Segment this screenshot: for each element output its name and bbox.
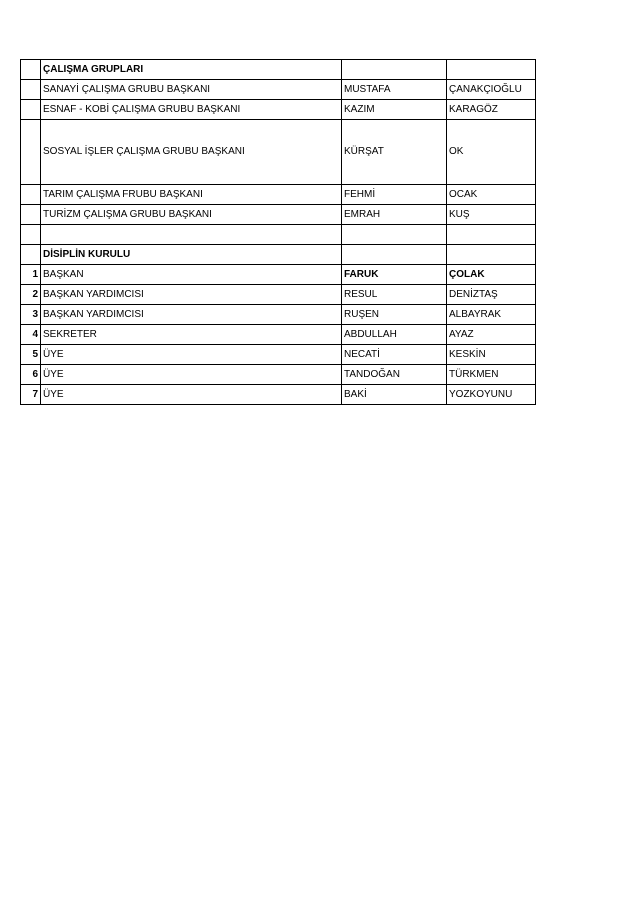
first-name-cell <box>342 245 447 265</box>
num-cell <box>21 80 41 100</box>
row-number: 7 <box>21 385 41 405</box>
last-name-cell: TÜRKMEN <box>447 365 536 385</box>
row-number: 5 <box>21 345 41 365</box>
title-cell: TARIM ÇALIŞMA FRUBU BAŞKANI <box>41 185 342 205</box>
last-name-cell: OK <box>447 120 536 185</box>
num-cell <box>21 120 41 185</box>
first-name-cell: TANDOĞAN <box>342 365 447 385</box>
num-cell <box>21 185 41 205</box>
last-name-cell: ÇOLAK <box>447 265 536 285</box>
row-number: 3 <box>21 305 41 325</box>
num-cell <box>21 205 41 225</box>
last-name-cell: OCAK <box>447 185 536 205</box>
title-cell: TURİZM ÇALIŞMA GRUBU BAŞKANI <box>41 205 342 225</box>
title-cell: BAŞKAN YARDIMCISI <box>41 305 342 325</box>
first-name-cell <box>342 225 447 245</box>
first-name-cell <box>342 60 447 80</box>
title-cell: SEKRETER <box>41 325 342 345</box>
last-name-cell <box>447 245 536 265</box>
first-name-cell: RUŞEN <box>342 305 447 325</box>
last-name-cell: KARAGÖZ <box>447 100 536 120</box>
title-cell: SANAYİ ÇALIŞMA GRUBU BAŞKANI <box>41 80 342 100</box>
table-row <box>21 120 536 185</box>
title-cell: ÜYE <box>41 385 342 405</box>
first-name-cell: NECATİ <box>342 345 447 365</box>
last-name-cell <box>447 225 536 245</box>
first-name-cell: EMRAH <box>342 205 447 225</box>
section-header-row <box>21 60 536 80</box>
num-cell <box>21 60 41 80</box>
empty-row <box>21 225 536 245</box>
last-name-cell <box>447 60 536 80</box>
title-cell <box>41 225 342 245</box>
table-row <box>21 305 536 325</box>
num-cell <box>21 245 41 265</box>
title-cell: ÜYE <box>41 365 342 385</box>
last-name-cell: KESKİN <box>447 345 536 365</box>
section-header: ÇALIŞMA GRUPLARI <box>41 60 342 80</box>
table-row <box>21 285 536 305</box>
row-number: 2 <box>21 285 41 305</box>
table-row <box>21 265 536 285</box>
first-name-cell: FARUK <box>342 265 447 285</box>
first-name-cell: MUSTAFA <box>342 80 447 100</box>
table-row <box>21 365 536 385</box>
last-name-cell: DENİZTAŞ <box>447 285 536 305</box>
first-name-cell: KÜRŞAT <box>342 120 447 185</box>
last-name-cell: KUŞ <box>447 205 536 225</box>
row-number: 4 <box>21 325 41 345</box>
section-header: DİSİPLİN KURULU <box>41 245 342 265</box>
first-name-cell: RESUL <box>342 285 447 305</box>
last-name-cell: ÇANAKÇIOĞLU <box>447 80 536 100</box>
table-row <box>21 205 536 225</box>
table-row <box>21 100 536 120</box>
row-number: 1 <box>21 265 41 285</box>
title-cell: BAŞKAN <box>41 265 342 285</box>
first-name-cell: ABDULLAH <box>342 325 447 345</box>
table-row <box>21 345 536 365</box>
section-header-row <box>21 245 536 265</box>
first-name-cell: FEHMİ <box>342 185 447 205</box>
title-cell: SOSYAL İŞLER ÇALIŞMA GRUBU BAŞKANI <box>41 120 342 185</box>
spreadsheet-table <box>20 59 536 405</box>
table-row <box>21 185 536 205</box>
title-cell: ÜYE <box>41 345 342 365</box>
num-cell <box>21 225 41 245</box>
table-row <box>21 80 536 100</box>
first-name-cell: BAKİ <box>342 385 447 405</box>
table-row <box>21 325 536 345</box>
last-name-cell: YOZKOYUNU <box>447 385 536 405</box>
table-row <box>21 385 536 405</box>
num-cell <box>21 100 41 120</box>
title-cell: ESNAF - KOBİ ÇALIŞMA GRUBU BAŞKANI <box>41 100 342 120</box>
title-cell: BAŞKAN YARDIMCISI <box>41 285 342 305</box>
last-name-cell: AYAZ <box>447 325 536 345</box>
last-name-cell: ALBAYRAK <box>447 305 536 325</box>
row-number: 6 <box>21 365 41 385</box>
first-name-cell: KAZIM <box>342 100 447 120</box>
